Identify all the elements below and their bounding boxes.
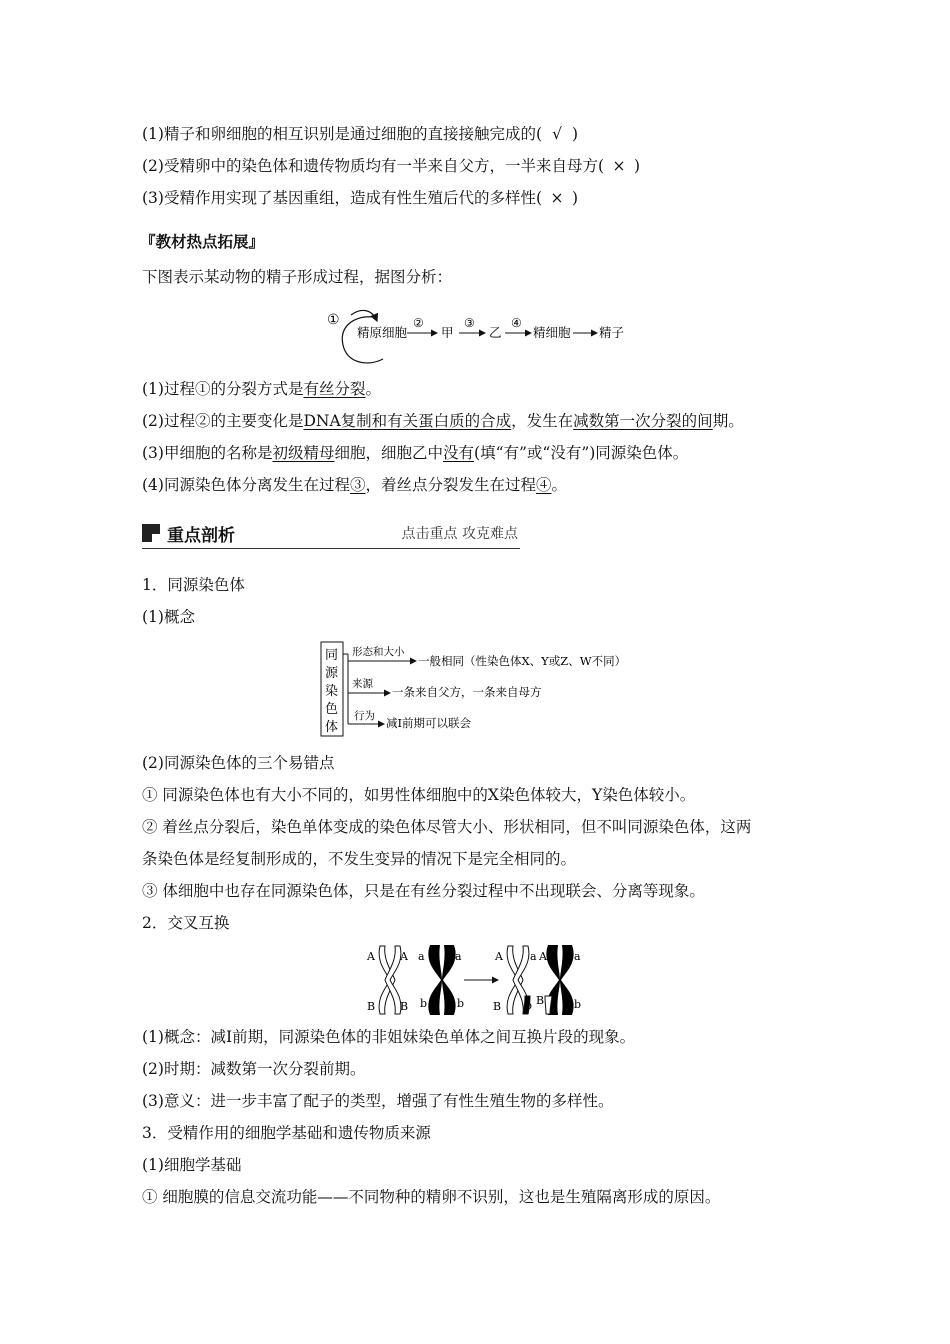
answer-4 [142, 474, 567, 496]
label-b-right: b [457, 997, 465, 1010]
homolog-concept-diagram [318, 640, 638, 740]
judgement-2-mark: × [612, 157, 626, 175]
homolog-char-4: 色 [325, 702, 339, 717]
chromosome-white-1 [379, 946, 401, 1014]
judgement-3-mark: × [550, 189, 564, 207]
answer-2 [142, 410, 744, 432]
homolog-row-3-text: 减Ⅰ前期可以联会 [386, 716, 472, 730]
label-A-left-2: A [495, 950, 503, 963]
judgement-3 [142, 187, 578, 209]
point-3-basis: (1)细胞学基础 [142, 1156, 242, 1174]
answer-4-blank: ③ [349, 476, 366, 494]
answer-3-blank: 初级精母 [272, 444, 335, 462]
label-B-left-2: B [493, 1000, 502, 1013]
answer-1 [142, 378, 381, 400]
flow-step-4: ④ [511, 316, 522, 330]
homolog-char-3: 染 [325, 684, 339, 699]
answer-2-pre: (2)过程②的主要变化是 [142, 412, 304, 430]
section-rule [142, 548, 520, 549]
point-1-errors-title: (2)同源染色体的三个易错点 [142, 754, 335, 772]
point-3-basis-1: ① 细胞膜的信息交流功能——不同物种的精卵不识别，这也是生殖隔离形成的原因。 [142, 1188, 721, 1206]
answer-2-blank-2: 减数第一次分裂的间 [573, 412, 713, 430]
section-square-icon [142, 524, 160, 542]
answer-4-blank-2: ④ [536, 476, 552, 494]
section-title: 重点剖析 [167, 526, 235, 546]
flow-start: 精原细胞 [357, 325, 408, 340]
answer-1-post: 。 [365, 380, 381, 398]
label-a-right: a [455, 950, 462, 963]
label-b-mid-2: b [525, 999, 533, 1012]
answer-1-blank: 有丝分裂 [303, 380, 366, 398]
point-1-title: 1．同源染色体 [142, 576, 245, 594]
answer-4-mid: ，着丝点分裂发生在过程 [365, 476, 536, 494]
intro-text: 下图表示某动物的精子形成过程，据图分析： [142, 268, 453, 286]
point-3-title: 3．受精作用的细胞学基础和遗传物质来源 [142, 1124, 431, 1142]
homolog-row-2-text: 一条来自父方，一条来自母方 [392, 685, 542, 699]
point-1-error-2b: 条染色体是经复制形成的，不发生变异的情况下是完全相同的。 [142, 850, 577, 868]
answer-1-pre: (1)过程①的分裂方式是 [142, 380, 304, 398]
answer-3-mid: 细胞，细胞乙中 [334, 444, 443, 462]
homolog-char-2: 源 [325, 666, 339, 681]
point-2-time: (2)时期：减数第一次分裂前期。 [142, 1060, 366, 1078]
label-B-right: B [400, 1000, 409, 1013]
sperm-formation-diagram [325, 305, 635, 367]
homolog-char-5: 体 [325, 720, 339, 735]
flow-node-2: 乙 [489, 325, 502, 340]
answer-3-post: (填“有”或“没有”)同源染色体。 [474, 444, 689, 462]
flow-step-2: ② [413, 316, 424, 330]
section-heading [142, 519, 520, 549]
answer-3-pre: (3)甲细胞的名称是 [142, 444, 273, 462]
flow-loop-label: ① [327, 312, 340, 328]
answer-3 [142, 442, 688, 464]
homolog-char-1: 同 [325, 648, 339, 663]
judgement-2-text: (2)受精卵中的染色体和遗传物质均有一半来自父方，一半来自母方( [142, 157, 605, 175]
answer-2-blank: DNA复制和有关蛋白质的合成 [303, 412, 512, 430]
homolog-row-3-label: 行为 [354, 710, 375, 722]
point-1-error-1: ① 同源染色体也有大小不同的，如男性体细胞中的X染色体较大，Y染色体较小。 [142, 786, 696, 804]
label-B-mid-2: B [536, 994, 545, 1007]
point-1-concept: (1)概念 [142, 608, 195, 626]
section-subtitle: 点击重点 攻克难点 [401, 526, 518, 542]
answer-4-pre: (4)同源染色体分离发生在过程 [142, 476, 350, 494]
flow-step-3: ③ [464, 316, 475, 330]
point-2-concept: (1)概念：减Ⅰ前期，同源染色体的非姐妹染色单体之间互换片段的现象。 [142, 1028, 636, 1046]
judgement-1-close: ) [572, 125, 579, 143]
judgement-2-close: ) [634, 157, 641, 175]
homolog-row-1-label: 形态和大小 [352, 646, 405, 658]
judgement-2 [142, 155, 640, 177]
point-2-meaning: (3)意义：进一步丰富了配子的类型，增强了有性生殖生物的多样性。 [142, 1092, 614, 1110]
label-a-left: a [418, 950, 425, 963]
label-A-left: A [367, 950, 375, 963]
judgement-1-mark: √ [552, 125, 562, 143]
point-1-error-2a: ② 着丝点分裂后，染色单体变成的染色体尽管大小、形状相同，但不叫同源染色体，这两 [142, 818, 752, 836]
homolog-row-2-label: 来源 [352, 678, 373, 690]
answer-2-post: 期。 [712, 412, 744, 430]
point-2-title: 2．交叉互换 [142, 914, 230, 932]
crossover-diagram [362, 942, 592, 1018]
chromosome-black-2 [545, 945, 574, 1015]
judgement-1-text: (1)精子和卵细胞的相互识别是通过细胞的直接接触完成的( [142, 125, 543, 143]
homolog-row-1-text: 一般相同（性染色体X、Y或Z、W不同） [418, 654, 627, 668]
flow-end: 精子 [599, 325, 625, 340]
chromosome-black-1 [428, 945, 455, 1015]
answer-4-post: 。 [551, 476, 568, 494]
label-a-mid-2: a [530, 950, 537, 963]
flow-node-3: 精细胞 [533, 325, 571, 340]
answer-2-mid: ，发生在 [511, 412, 574, 430]
label-B-left: B [367, 1000, 376, 1013]
label-A-mid-2: A [539, 950, 547, 963]
answer-3-blank-2: 没有 [443, 444, 475, 462]
textbook-heading: 『教材热点拓展』 [140, 233, 265, 251]
label-b-left: b [420, 997, 428, 1010]
label-b-right-2: b [574, 998, 582, 1011]
flow-node-1: 甲 [441, 325, 454, 340]
label-a-right-2: a [574, 950, 581, 963]
judgement-1 [142, 123, 578, 145]
judgement-3-text: (3)受精作用实现了基因重组，造成有性生殖后代的多样性( [142, 189, 543, 207]
point-1-error-3: ③ 体细胞中也存在同源染色体，只是在有丝分裂过程中不出现联会、分离等现象。 [142, 882, 705, 900]
label-A-right: A [400, 950, 408, 963]
judgement-3-close: ) [572, 189, 579, 207]
